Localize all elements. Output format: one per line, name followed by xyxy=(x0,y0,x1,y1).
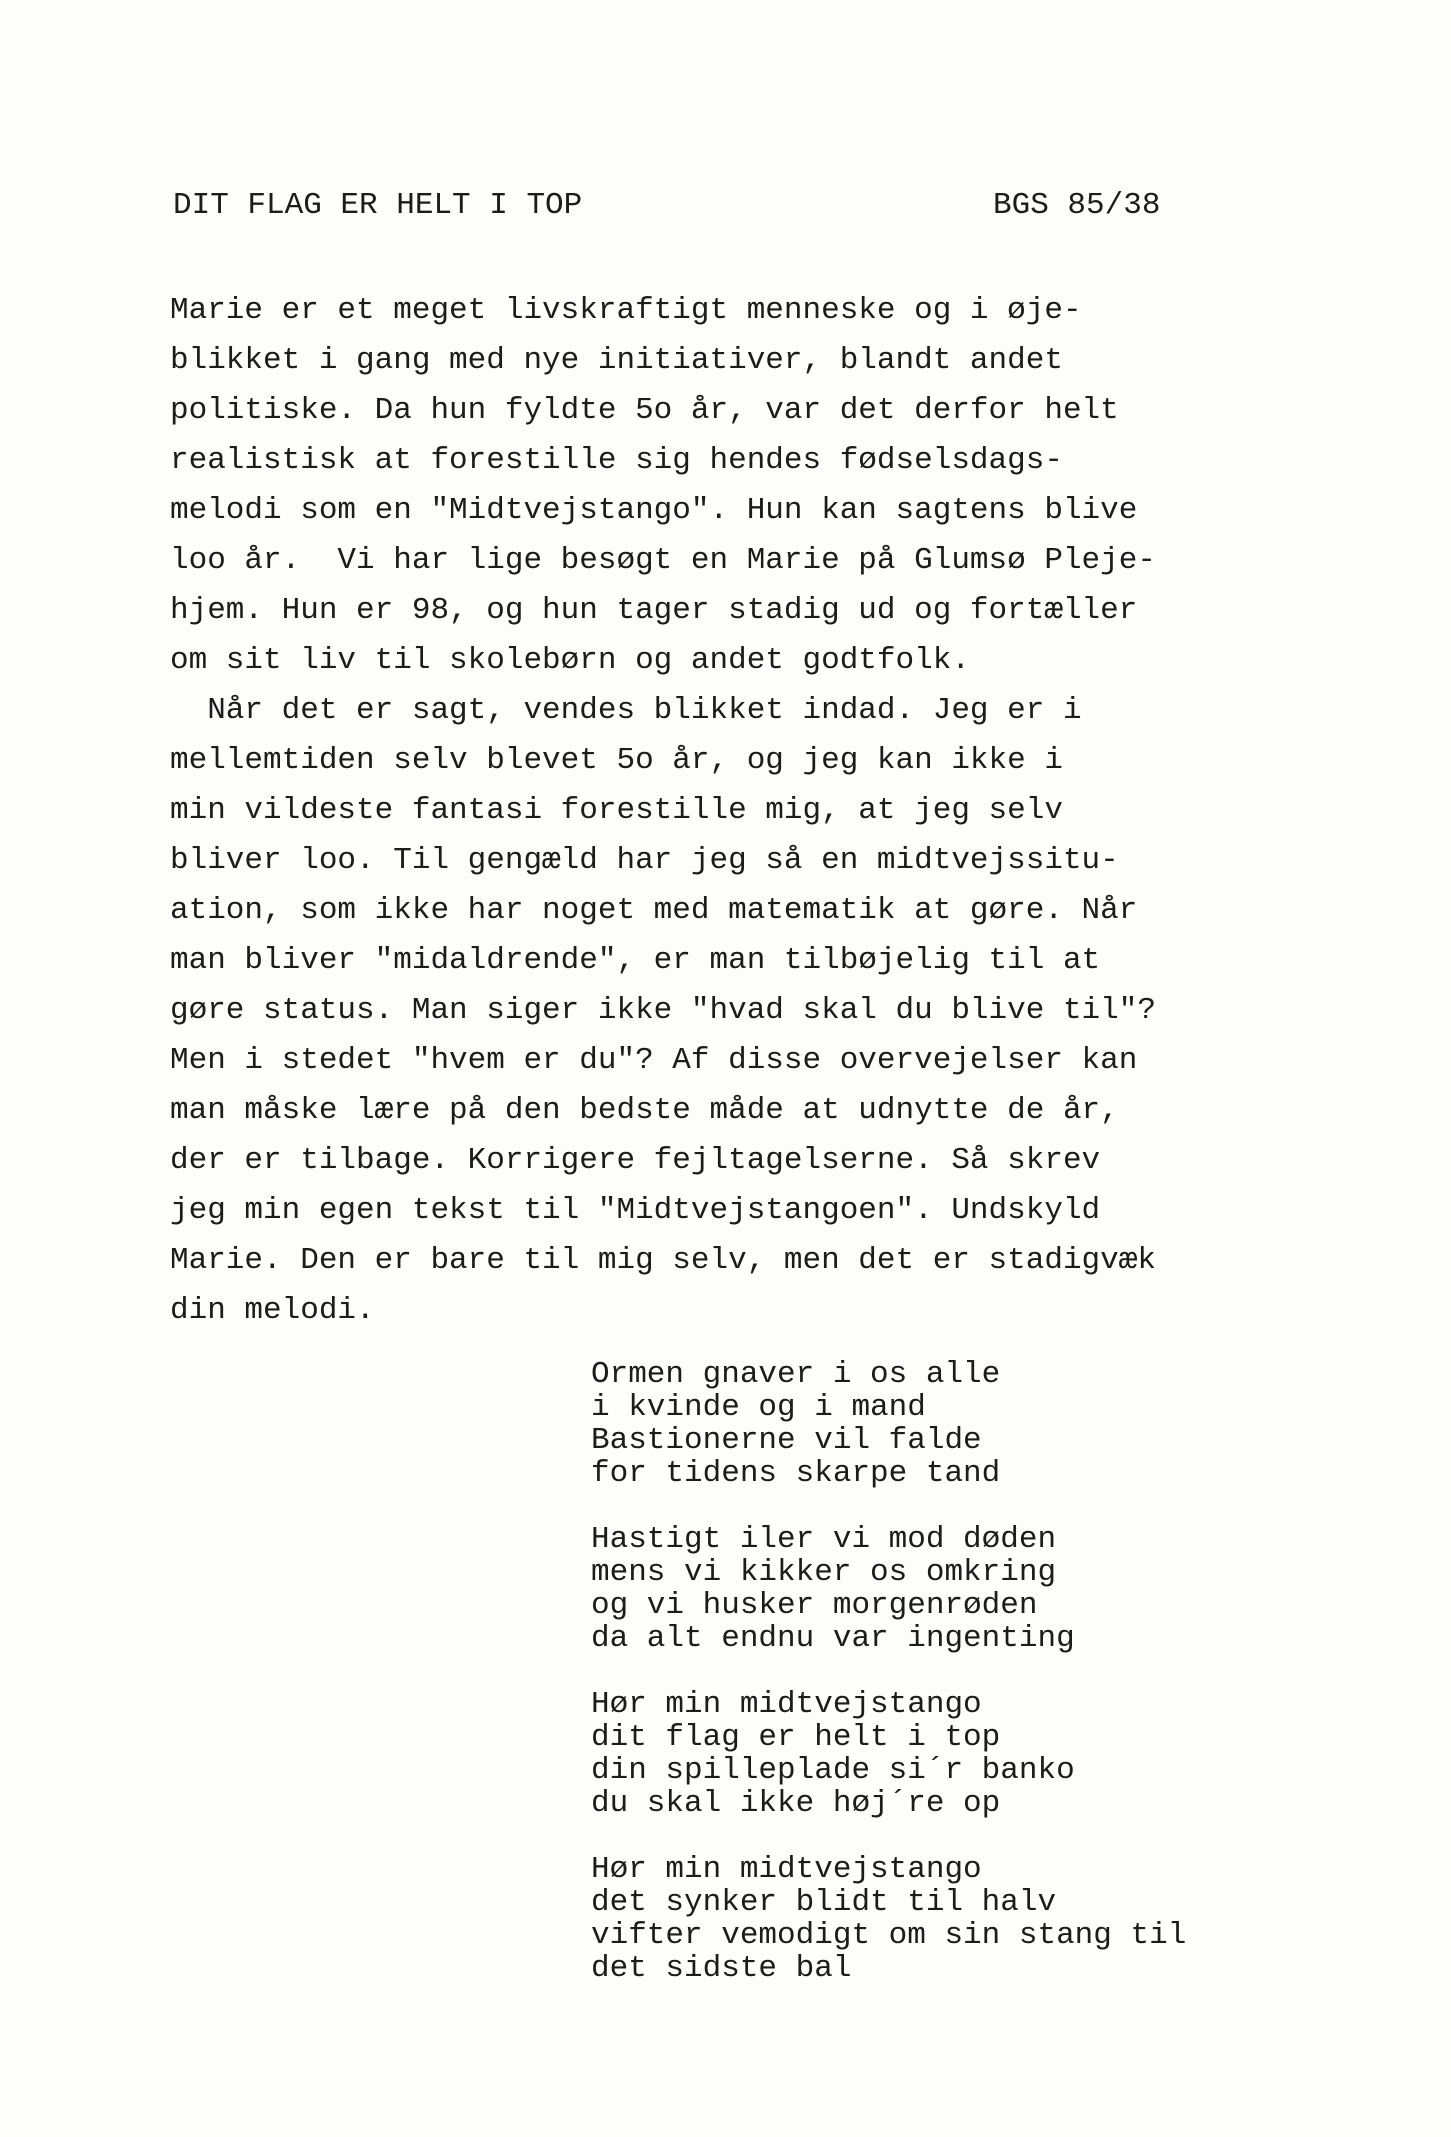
document-title: DIT FLAG ER HELT I TOP xyxy=(173,188,583,223)
poem-line: da alt endnu var ingenting xyxy=(591,1621,1075,1656)
body-line: jeg min egen tekst til "Midtvejstangoen". Undskyld xyxy=(170,1193,1101,1228)
poem-line: det sidste bal xyxy=(591,1951,852,1986)
poem-line: vifter vemodigt om sin stang til xyxy=(591,1918,1187,1953)
body-line: Men i stedet "hvem er du"? Af disse overvejelser kan xyxy=(170,1043,1138,1078)
body-line: man bliver "midaldrende", er man tilbøjelig til at xyxy=(170,943,1101,978)
poem-stanza xyxy=(591,1688,1291,1820)
poem xyxy=(591,1358,1291,2018)
body-line: gøre status. Man siger ikke "hvad skal du blive til"? xyxy=(170,993,1156,1028)
poem-stanza xyxy=(591,1853,1291,1985)
poem-line: Hør min midtvejstango xyxy=(591,1852,982,1887)
body-paragraphs xyxy=(170,286,1290,1336)
body-line: om sit liv til skolebørn og andet godtfolk. xyxy=(170,643,970,678)
body-line: Marie. Den er bare til mig selv, men det er stadigvæk xyxy=(170,1243,1156,1278)
poem-line: du skal ikke høj´re op xyxy=(591,1786,1001,1821)
body-line: Marie er et meget livskraftigt menneske og i øje- xyxy=(170,293,1082,328)
body-line: min vildeste fantasi forestille mig, at jeg selv xyxy=(170,793,1063,828)
poem-line: Hør min midtvejstango xyxy=(591,1687,982,1722)
body-line: der er tilbage. Korrigere fejltagelserne. Så skrev xyxy=(170,1143,1101,1178)
poem-line: Bastionerne vil falde xyxy=(591,1423,982,1458)
poem-line: i kvinde og i mand xyxy=(591,1390,926,1425)
body-line: din melodi. xyxy=(170,1293,375,1328)
poem-line: dit flag er helt i top xyxy=(591,1720,1001,1755)
poem-line: mens vi kikker os omkring xyxy=(591,1555,1057,1590)
body-line: blikket i gang med nye initiativer, blandt andet xyxy=(170,343,1063,378)
body-line: man måske lære på den bedste måde at udnytte de år, xyxy=(170,1093,1119,1128)
body-line: Når det er sagt, vendes blikket indad. Jeg er i xyxy=(170,693,1082,728)
poem-line: for tidens skarpe tand xyxy=(591,1456,1001,1491)
poem-line: og vi husker morgenrøden xyxy=(591,1588,1038,1623)
body-line: politiske. Da hun fyldte 5o år, var det derfor helt xyxy=(170,393,1119,428)
poem-line: det synker blidt til halv xyxy=(591,1885,1057,1920)
body-line: bliver loo. Til gengæld har jeg så en midtvejssitu- xyxy=(170,843,1119,878)
page-header xyxy=(173,186,1173,226)
poem-line: Ormen gnaver i os alle xyxy=(591,1357,1001,1392)
poem-line: din spilleplade si´r banko xyxy=(591,1753,1075,1788)
body-line: hjem. Hun er 98, og hun tager stadig ud og fortæller xyxy=(170,593,1138,628)
body-line: mellemtiden selv blevet 5o år, og jeg kan ikke i xyxy=(170,743,1063,778)
body-line: realistisk at forestille sig hendes fødselsdags- xyxy=(170,443,1063,478)
poem-stanza xyxy=(591,1358,1291,1490)
body-line: ation, som ikke har noget med matematik at gøre. Når xyxy=(170,893,1138,928)
poem-line: Hastigt iler vi mod døden xyxy=(591,1522,1057,1557)
body-line: loo år. Vi har lige besøgt en Marie på Glumsø Pleje- xyxy=(170,543,1156,578)
document-code: BGS 85/38 xyxy=(993,188,1161,223)
body-line: melodi som en "Midtvejstango". Hun kan sagtens blive xyxy=(170,493,1138,528)
poem-stanza xyxy=(591,1523,1291,1655)
